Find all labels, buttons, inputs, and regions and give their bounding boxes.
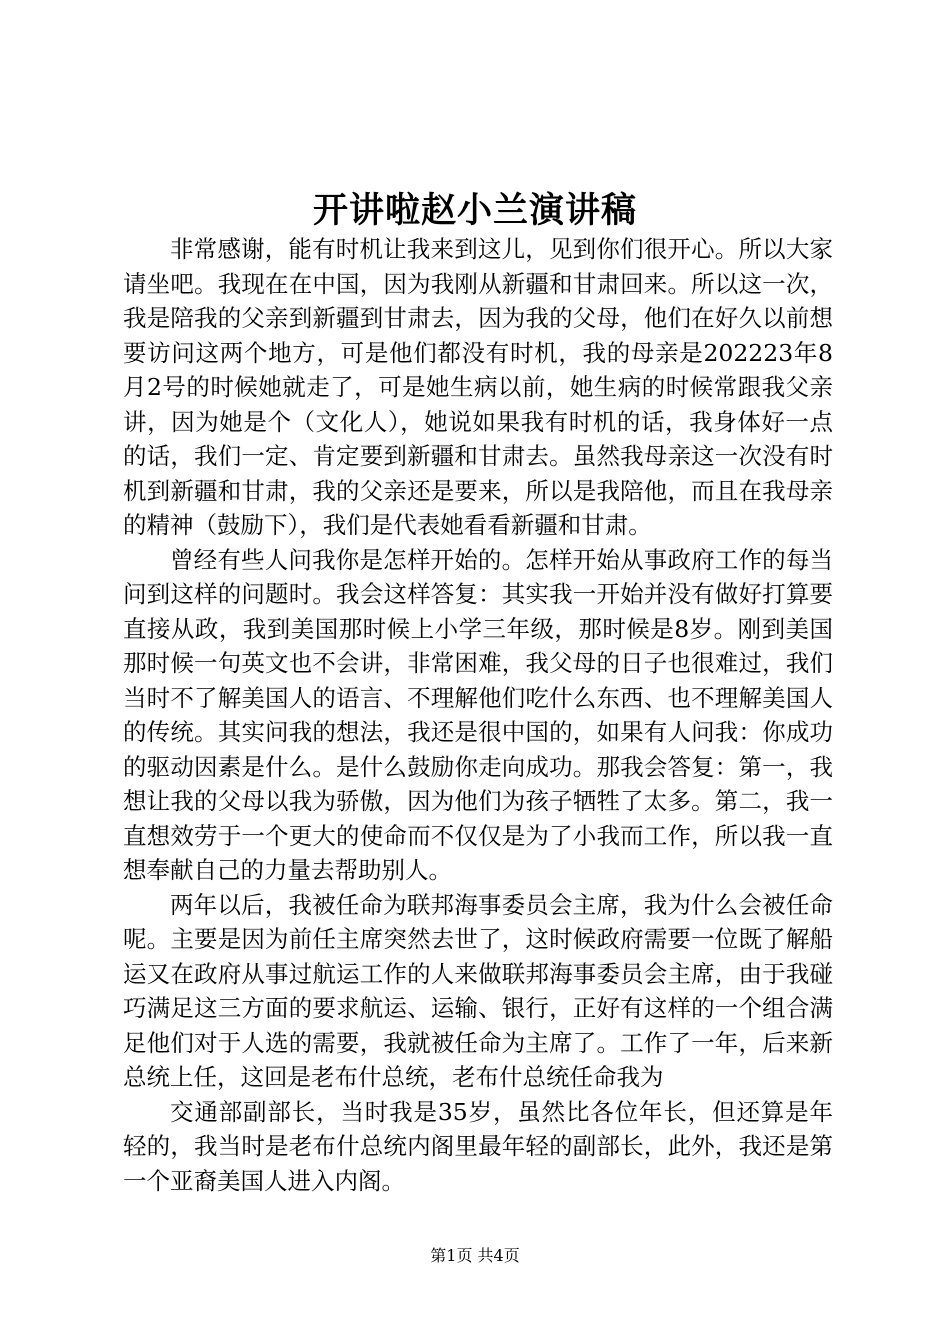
page-number-footer: 第1页 共4页 bbox=[430, 1246, 520, 1265]
paragraph: 非常感谢，能有时机让我来到这儿，见到你们很开心。所以大家请坐吧。我现在在中国，因为我刚从新疆和甘肃回来。所以这一次，我是陪我的父亲到新疆到甘肃去，因为我的父母，他们在好久以前想要访问这两个地方，可是他们都没有时机，我的母亲是202223年8月2号的时候她就走了，可是她生病以前，她生病的时候常跟我父亲讲，因为她是个（文化人），她说如果我有时机的话，我身体好一点的话，我们一定、肯定要到新疆和甘肃去。虽然我母亲这一次没有时机到新疆和甘肃，我的父亲还是要来，所以是我陪他，而且在我母亲的精神（鼓励下），我们是代表她看看新疆和甘肃。 bbox=[123, 235, 833, 539]
paragraph: 交通部副部长，当时我是35岁，虽然比各位年长，但还算是年轻的，我当时是老布什总统内阁里最年轻的副部长，此外，我还是第一个亚裔美国人进入内阁。 bbox=[123, 1097, 833, 1195]
page-title: 开讲啦赵小兰演讲稿 bbox=[312, 190, 637, 231]
paragraph: 曾经有些人问我你是怎样开始的。怎样开始从事政府工作的每当问到这样的问题时。我会这样答复：其实我一开始并没有做好打算要直接从政，我到美国那时候上小学三年级，那时候是8岁。刚到美国那时候一句英文也不会讲，非常困难，我父母的日子也很难过，我们当时不了解美国人的语言、不理解他们吃什么东西、也不理解美国人的传统。其实问我的想法，我还是很中国的，如果有人问我：你成功的驱动因素是什么。是什么鼓励你走向成功。那我会答复：第一，我想让我的父母以我为骄傲，因为他们为孩子牺牲了太多。第二，我一直想效劳于一个更大的使命而不仅仅是为了小我而工作，所以我一直想奉献自己的力量去帮助别人。 bbox=[123, 545, 833, 884]
paragraph: 两年以后，我被任命为联邦海事委员会主席，我为什么会被任命呢。主要是因为前任主席突然去世了，这时候政府需要一位既了解船运又在政府从事过航运工作的人来做联邦海事委员会主席，由于我碰巧满足这三方面的要求航运、运输、银行，正好有这样的一个组合满足他们对于人选的需要，我就被任命为主席了。工作了一年，后来新总统上任，这回是老布什总统，老布什总统任命我为 bbox=[123, 890, 833, 1091]
document-body bbox=[123, 232, 833, 1198]
